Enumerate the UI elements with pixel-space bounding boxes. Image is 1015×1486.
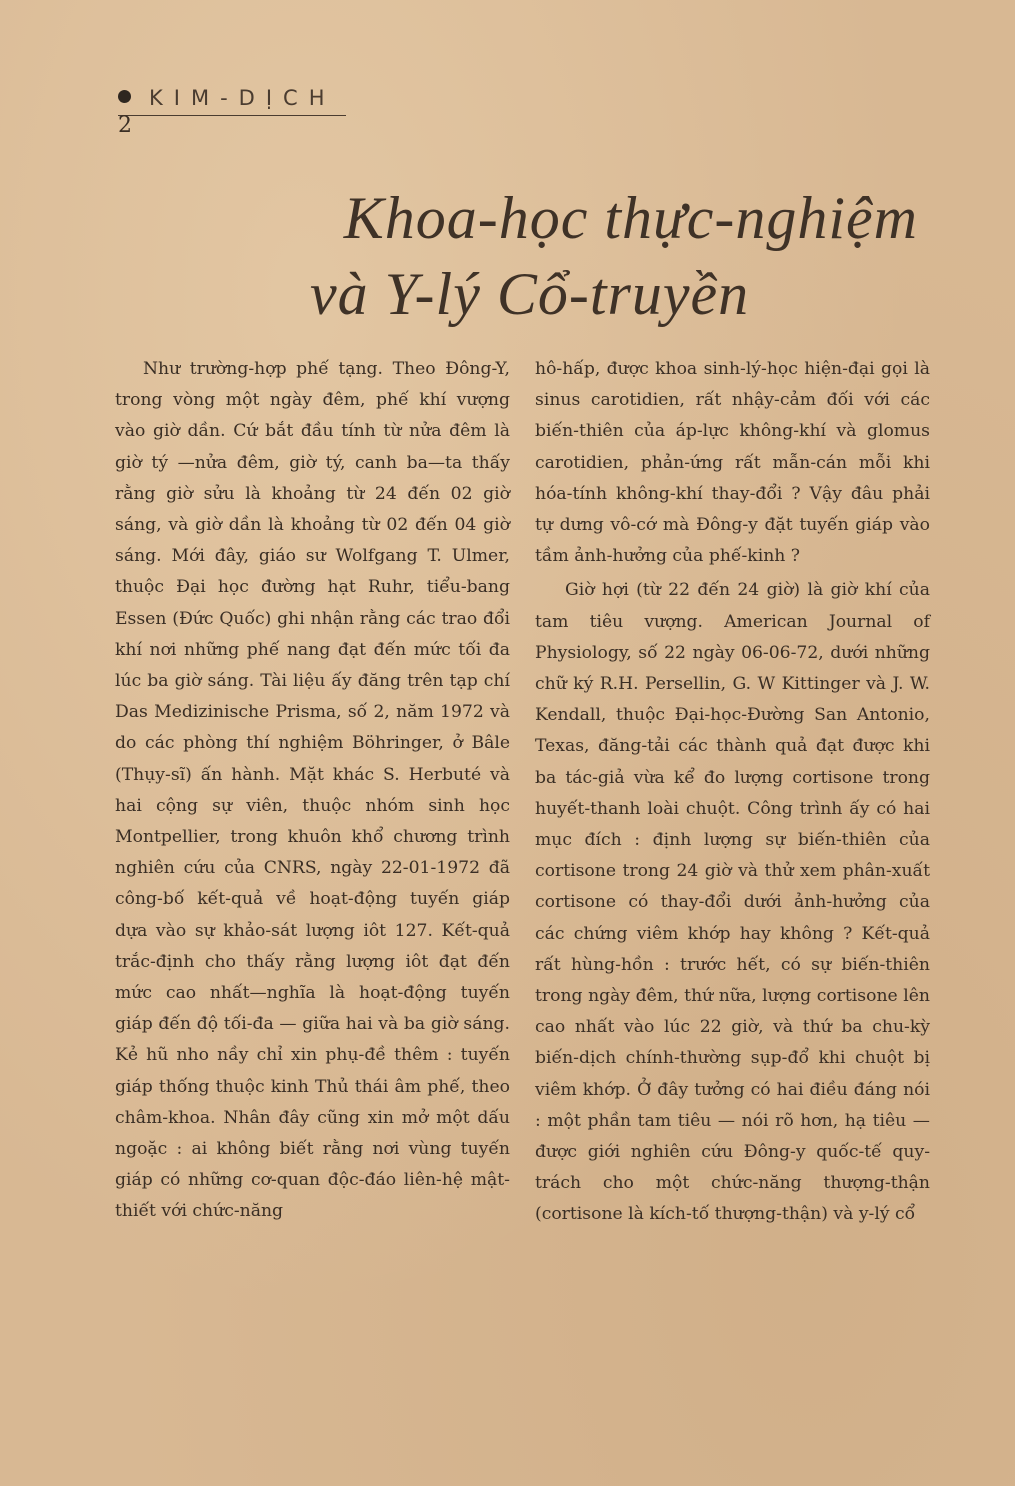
header-rule [118, 115, 346, 116]
title-line-2: và Y-lý Cổ-truyền [310, 261, 750, 327]
section-title: KIM-DỊCH [149, 86, 336, 110]
paragraph: Giờ hợi (từ 22 đến 24 giờ) là giờ khí của tam tiêu vượng. American Journal of Physiology, số 22 ngày 06-06-72, dưới những chữ ký R.H. Persellin, G. W Kittinger và J. W. Kendall, thuộc Đại-học-Đường San Antonio, Texas, đăng-tải các thành quả đạt được khi ba tác-giả vừa kể đo lượng cortisone trong huyết-thanh loài chuột. Công trình ấy có hai mục đích : định lượng sự biến-thiên của cortisone trong 24 giờ và thử xem phân-xuất cortisone có thay-đổi dưới ảnh-hưởng của các chứng viêm khớp hay không ? Kết-quả rất hùng-hồn : trước hết, có sự biến-thiên trong ngày đêm, thứ nữa, lượng cortisone lên cao nhất vào lúc 22 giờ, và thứ ba chu-kỳ biến-dịch chính-thường sụp-đổ khi chuột bị viêm khớp. Ở đây tưởng có hai điều đáng nói : một phần tam tiêu — nói rõ hơn, hạ tiêu — được giới nghiên cứu Đông-y quốc-tế quy-trách cho một chức-năng thượng-thận (cortisone là kích-tố thượng-thận) và y-lý cổ [535, 580, 930, 1225]
title-line-1: Khoa-học thực-nghiệm [343, 185, 918, 251]
paragraph: Như trường-hợp phế tạng. Theo Đông-Y, trong vòng một ngày đêm, phế khí vượng vào giờ dần. Cứ bắt đầu tính từ nửa đêm là giờ tý —nửa đêm, giờ tý, canh ba—ta thấy rằng giờ sửu là khoảng từ 24 đến 02 giờ sáng, và giờ dần là khoảng từ 02 đến 04 giờ sáng. Mới đây, giáo sư Wolfgang T. Ulmer, thuộc Đại học đường hạt Ruhr, tiểu-bang Essen (Đức Quốc) ghi nhận rằng các trao đổi khí nơi những phế nang đạt đến mức tối đa lúc ba giờ sáng. Tài liệu ấy đăng trên tạp chí Das Medizinische Prisma, số 2, năm 1972 và do các phòng thí nghiệm Böhringer, ở Bâle (Thụy-sĩ) ấn hành. Mặt khác S. Herbuté và hai cộng sự viên, thuộc nhóm sinh học Montpellier, trong khuôn khổ chương trình nghiên cứu của CNRS, ngày 22-01-1972 đã công-bố kết-quả về hoạt-động tuyến giáp dựa vào sự khảo-sát lượng iôt 127. Kết-quả trắc-định cho thấy rằng lượng iôt đạt đến mức cao nhất—nghĩa là hoạt-động tuyến giáp đến độ tối-đa — giữa hai và ba giờ sáng. Kẻ hũ nho nầy chỉ xin phụ-đề thêm : tuyến giáp thống thuộc kinh Thủ thái âm phế, theo châm-khoa. Nhân đây cũng xin mở một dấu ngoặc : ai không biết rằng nơi vùng tuyến giáp có những cơ-quan độc-đáo liên-hệ mật-thiết với chức-năng [115, 359, 510, 1222]
article-title [250, 180, 930, 332]
paragraph: hô-hấp, được khoa sinh-lý-học hiện-đại gọi là sinus carotidien, rất nhậy-cảm đối với các biến-thiên của áp-lực không-khí và glomus carotidien, phản-ứng rất mẫn-cán mỗi khi hóa-tính không-khí thay-đổi ? Vậy đâu phải tự dưng vô-cớ mà Đông-y đặt tuyến giáp vào tầm ảnh-hưởng của phế-kinh ? [535, 359, 930, 567]
right-column [535, 354, 930, 1231]
page-number: 2 [118, 113, 132, 138]
bullet-icon [118, 90, 131, 103]
left-column [115, 354, 510, 1228]
running-head [118, 86, 335, 110]
